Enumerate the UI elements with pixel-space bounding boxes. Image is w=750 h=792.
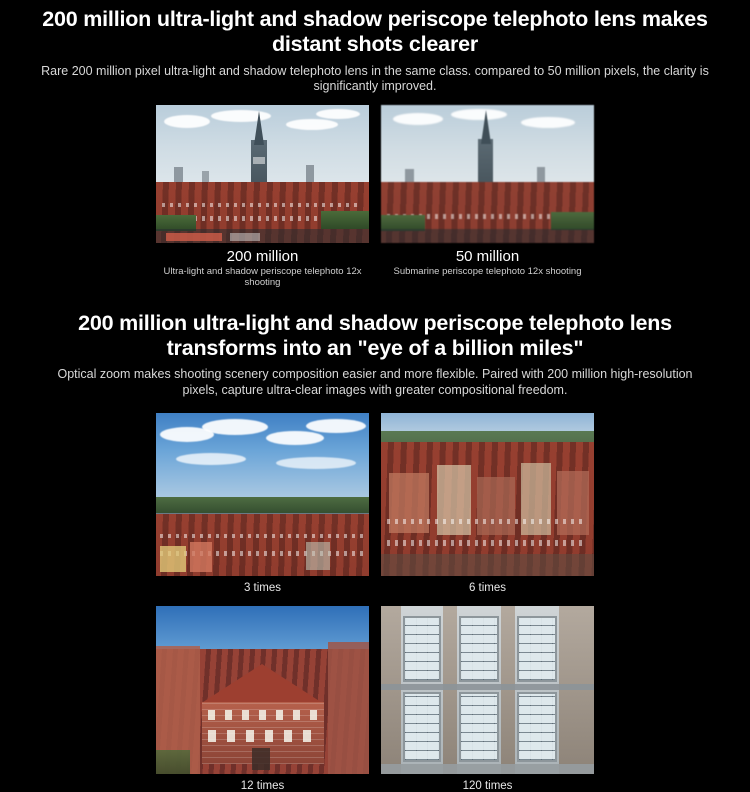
- card-caption: Ultra-light and shadow periscope telephoto 12x shooting: [163, 265, 362, 289]
- section-title: 200 million ultra-light and shadow periscope telephoto lens transforms into an "eye of a billion miles": [78, 310, 672, 361]
- zoom-card-120x: [381, 606, 594, 792]
- photo-window-grid-closeup: [381, 606, 594, 774]
- section-subcopy: Rare 200 million pixel ultra-light and shadow telephoto lens in the same class. compared to 50 million pixels, the clarity is significantly improved.: [41, 63, 709, 94]
- comparison-photo-row: [0, 105, 750, 289]
- comparison-card-200-million: [156, 105, 369, 289]
- photo-wide-city-sky: [156, 413, 369, 576]
- comparison-card-50-million: [381, 105, 594, 289]
- zoom-card-12x: [156, 606, 369, 792]
- photo-city-skyline-soft: [381, 105, 594, 243]
- page-title: 200 million ultra-light and shadow periscope telephoto lens makes distant shots clearer: [42, 7, 708, 57]
- card-caption: Submarine periscope telephoto 12x shooting: [393, 265, 582, 277]
- photo-brick-facade-building: [156, 606, 369, 774]
- zoom-card-3x: [156, 413, 369, 594]
- zoom-card-6x: [381, 413, 594, 594]
- card-title: 50 million: [455, 247, 520, 265]
- card-title: 200 million: [226, 247, 299, 265]
- photo-city-skyline-sharp: [156, 105, 369, 243]
- zoom-card-label: 6 times: [468, 581, 507, 594]
- section-subcopy: Optical zoom makes shooting scenery composition easier and more flexible. Paired with 200 million high-resolution pixels, capture ultra-clear images with greater compositional freedom.: [57, 367, 693, 398]
- zoom-card-label: 3 times: [243, 581, 282, 594]
- zoom-photo-row-top: [0, 413, 750, 594]
- section-periscope-clarity: [0, 0, 750, 289]
- zoom-photo-row-bottom: [0, 606, 750, 792]
- zoom-card-label: 12 times: [240, 779, 285, 792]
- zoom-card-label: 120 times: [462, 779, 513, 792]
- photo-street-rooftops: [381, 413, 594, 576]
- section-zoom: [0, 305, 750, 792]
